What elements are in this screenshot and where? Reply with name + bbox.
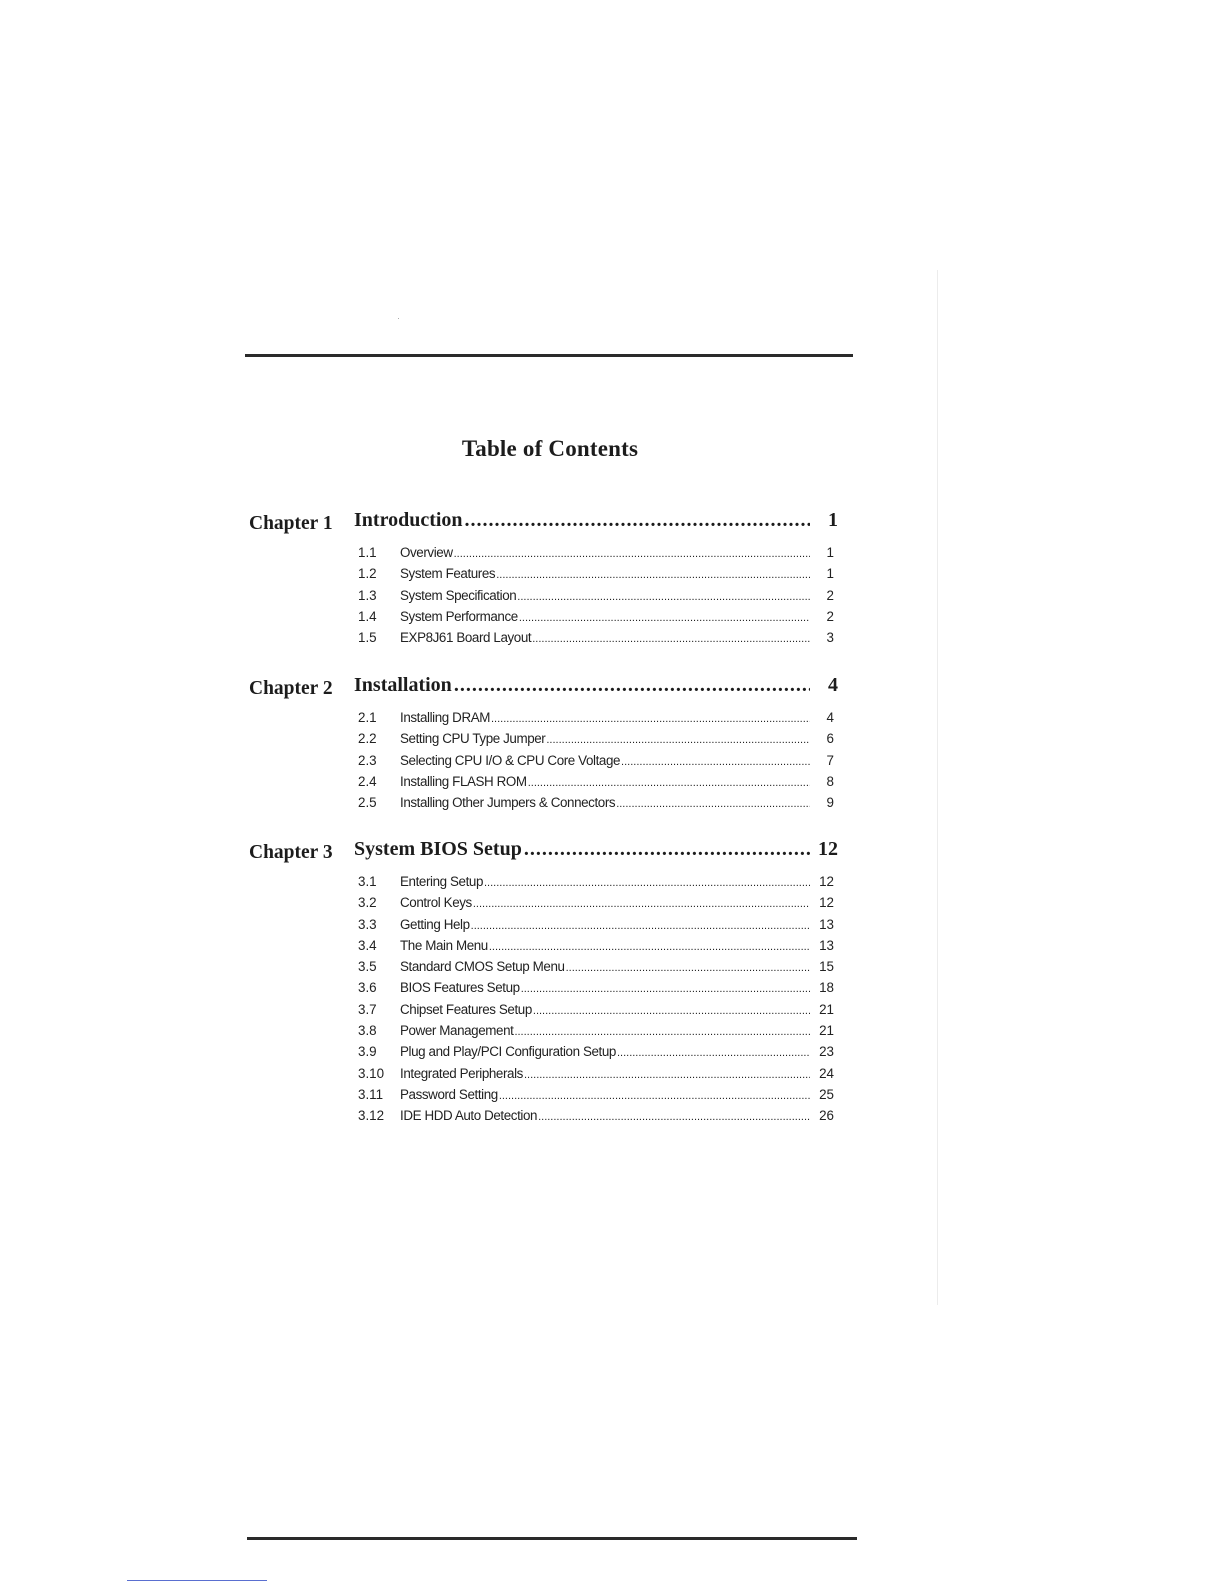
toc-entry[interactable] xyxy=(0,710,1225,731)
dot-leader xyxy=(491,713,810,725)
toc-entry[interactable] xyxy=(0,1002,1225,1023)
section-page-number: 2 xyxy=(826,608,834,624)
dot-leader xyxy=(533,1005,810,1017)
section-page-number: 12 xyxy=(819,895,834,911)
section-page-number: 26 xyxy=(819,1108,834,1124)
dot-leader xyxy=(473,898,810,910)
section-number: 2.2 xyxy=(358,731,377,747)
chapter-title-entry[interactable] xyxy=(354,674,810,697)
section-title: Installing FLASH ROM xyxy=(400,773,527,789)
section-list xyxy=(0,710,1225,816)
section-number: 1.2 xyxy=(358,566,377,582)
toc-entry[interactable] xyxy=(0,959,1225,980)
section-title: IDE HDD Auto Detection xyxy=(400,1108,538,1124)
toc-entry[interactable] xyxy=(0,588,1225,609)
section-title: Power Management xyxy=(400,1023,514,1039)
dot-leader xyxy=(566,962,810,974)
section-number: 2.1 xyxy=(358,710,377,725)
dot-leader xyxy=(538,1111,810,1123)
chapter-heading xyxy=(0,674,1225,704)
dot-leader xyxy=(546,734,810,746)
dot-leader xyxy=(524,838,810,861)
section-page-number: 2 xyxy=(826,587,834,603)
section-number: 3.7 xyxy=(358,1001,377,1017)
section-page-number: 12 xyxy=(819,874,834,889)
section-title: Installing Other Jumpers & Connectors xyxy=(400,795,616,811)
section-title: Selecting CPU I/O & CPU Core Voltage xyxy=(400,752,621,768)
toc-entry[interactable] xyxy=(0,609,1225,630)
section-list xyxy=(0,545,1225,651)
section-page-number: 13 xyxy=(819,937,834,953)
toc-entry[interactable] xyxy=(0,566,1225,587)
section-number: 3.8 xyxy=(358,1023,377,1039)
section-page-number: 9 xyxy=(826,795,834,811)
section-page-number: 21 xyxy=(819,1001,834,1017)
chapter-heading xyxy=(0,838,1225,868)
chapter-title: Introduction xyxy=(354,509,463,531)
section-title: Standard CMOS Setup Menu xyxy=(400,959,565,975)
section-title: System Features xyxy=(400,566,496,582)
toc-entry[interactable] xyxy=(0,938,1225,959)
toc-entry[interactable] xyxy=(0,753,1225,774)
section-number: 1.5 xyxy=(358,630,377,646)
dot-leader xyxy=(521,983,810,995)
chapter-heading xyxy=(0,509,1225,539)
section-number: 3.1 xyxy=(358,874,377,889)
toc-entry[interactable] xyxy=(0,774,1225,795)
dot-leader xyxy=(524,1069,810,1081)
section-number: 3.12 xyxy=(358,1108,385,1124)
bottom-edge-line xyxy=(127,1580,267,1581)
section-page-number: 1 xyxy=(826,545,834,560)
toc-entry[interactable] xyxy=(0,630,1225,651)
toc-entry[interactable] xyxy=(0,917,1225,938)
section-title: Control Keys xyxy=(400,895,472,911)
section-title: Setting CPU Type Jumper xyxy=(400,731,546,747)
section-title: Overview xyxy=(400,545,453,560)
toc-entry[interactable] xyxy=(0,895,1225,916)
dot-leader xyxy=(484,877,810,889)
dot-leader xyxy=(532,633,810,645)
top-rule xyxy=(245,354,853,357)
section-title: Getting Help xyxy=(400,916,470,932)
section-number: 2.3 xyxy=(358,752,377,768)
section-list xyxy=(0,874,1225,1130)
toc-entry[interactable] xyxy=(0,545,1225,566)
section-number: 3.5 xyxy=(358,959,377,975)
section-title: Chipset Features Setup xyxy=(400,1001,532,1017)
dot-leader xyxy=(499,1090,810,1102)
section-title: Integrated Peripherals xyxy=(400,1065,523,1081)
dot-leader xyxy=(621,756,810,768)
section-page-number: 6 xyxy=(826,731,834,747)
dot-leader xyxy=(454,674,810,697)
section-title: System Specification xyxy=(400,587,517,603)
dot-leader xyxy=(454,548,810,560)
section-page-number: 18 xyxy=(819,980,834,996)
section-page-number: 23 xyxy=(819,1044,834,1060)
toc-entry[interactable] xyxy=(0,1087,1225,1108)
dot-leader xyxy=(528,777,810,789)
section-number: 1.1 xyxy=(358,545,377,560)
section-title: Entering Setup xyxy=(400,874,483,889)
toc-entry[interactable] xyxy=(0,731,1225,752)
section-number: 3.10 xyxy=(358,1065,385,1081)
section-number: 3.6 xyxy=(358,980,377,996)
chapter-title: Installation xyxy=(354,674,452,696)
section-number: 3.3 xyxy=(358,916,377,932)
section-page-number: 24 xyxy=(819,1065,834,1081)
dot-leader xyxy=(465,509,810,532)
section-title: BIOS Features Setup xyxy=(400,980,520,996)
chapter-label: Chapter 3 xyxy=(249,842,333,863)
toc-entry[interactable] xyxy=(0,1108,1225,1129)
toc-entry[interactable] xyxy=(0,980,1225,1001)
chapter-title-entry[interactable] xyxy=(354,838,810,861)
section-page-number: 21 xyxy=(819,1023,834,1039)
toc-entry[interactable] xyxy=(0,795,1225,816)
section-title: The Main Menu xyxy=(400,937,488,953)
section-page-number: 8 xyxy=(826,773,834,789)
section-number: 1.3 xyxy=(358,587,377,603)
toc-entry[interactable] xyxy=(0,1044,1225,1065)
chapter-page-number: 12 xyxy=(818,838,838,860)
chapter-title: System BIOS Setup xyxy=(354,838,522,860)
dot-leader xyxy=(496,569,810,581)
chapter-label: Chapter 2 xyxy=(249,678,333,699)
scan-speck xyxy=(398,318,399,319)
section-page-number: 4 xyxy=(826,710,834,725)
toc-entry[interactable] xyxy=(0,874,1225,895)
section-page-number: 7 xyxy=(826,752,834,768)
chapter-title-entry[interactable] xyxy=(354,509,810,532)
section-title: Plug and Play/PCI Configuration Setup xyxy=(400,1044,616,1060)
section-number: 2.4 xyxy=(358,773,377,789)
section-title: Password Setting xyxy=(400,1086,498,1102)
section-number: 2.5 xyxy=(358,795,377,811)
section-page-number: 13 xyxy=(819,916,834,932)
chapter-label: Chapter 1 xyxy=(249,513,333,534)
section-page-number: 25 xyxy=(819,1086,834,1102)
dot-leader xyxy=(519,612,810,624)
bottom-rule xyxy=(247,1537,857,1540)
section-title: EXP8J61 Board Layout xyxy=(400,630,532,646)
page-title: Table of Contents xyxy=(461,436,639,461)
chapter-page-number: 1 xyxy=(828,509,838,531)
dot-leader xyxy=(616,798,810,810)
toc-entry[interactable] xyxy=(0,1066,1225,1087)
section-number: 3.9 xyxy=(358,1044,377,1060)
section-page-number: 15 xyxy=(819,959,834,975)
section-number: 1.4 xyxy=(358,608,377,624)
dot-leader xyxy=(617,1047,810,1059)
section-page-number: 3 xyxy=(826,630,834,646)
section-number: 3.2 xyxy=(358,895,377,911)
dot-leader xyxy=(517,591,810,603)
dot-leader xyxy=(471,920,810,932)
chapter-page-number: 4 xyxy=(828,674,838,696)
dot-leader xyxy=(489,941,810,953)
section-number: 3.11 xyxy=(358,1086,384,1102)
section-title: Installing DRAM xyxy=(400,710,490,725)
section-number: 3.4 xyxy=(358,937,377,953)
section-title: System Performance xyxy=(400,608,518,624)
toc-entry[interactable] xyxy=(0,1023,1225,1044)
section-page-number: 1 xyxy=(826,566,834,582)
dot-leader xyxy=(514,1026,810,1038)
